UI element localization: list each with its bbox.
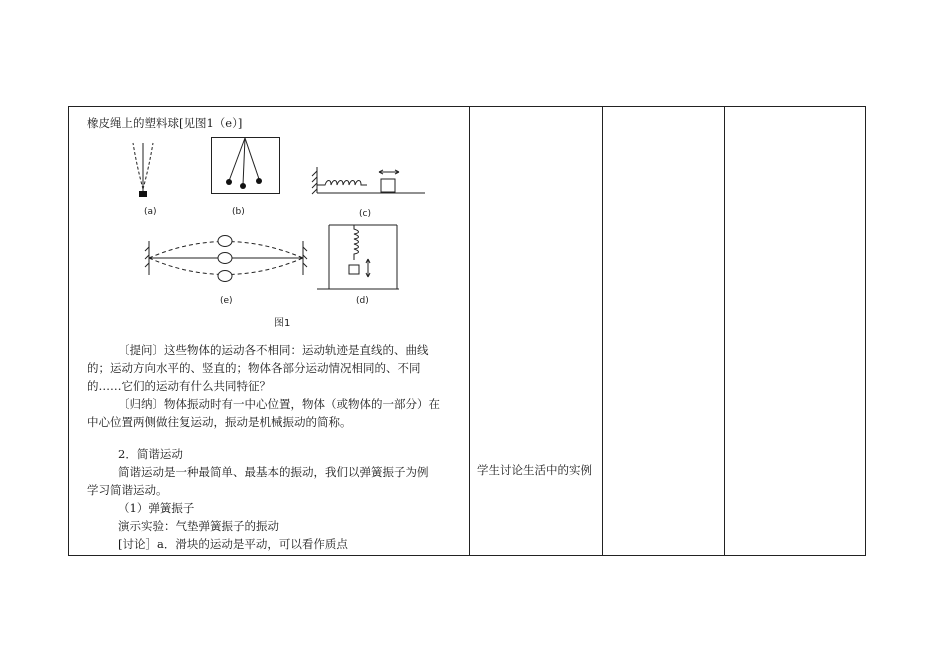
question-line-2: 的；运动方向水平的、竖直的；物体各部分运动情况相同的、不同 <box>87 361 421 375</box>
question-line-3: 的……它们的运动有什么共同特征？ <box>87 379 271 393</box>
figure-b-illustration <box>211 137 281 195</box>
figure-caption: 图1 <box>274 318 291 329</box>
figure-d-illustration <box>317 223 399 291</box>
discussion-line: [讨论］a．滑块的运动是平动，可以看作质点 <box>118 537 348 551</box>
figure-d-label: (d) <box>356 296 369 306</box>
figure-e-label: (e) <box>220 296 233 306</box>
figure-b-label: (b) <box>232 207 245 217</box>
summary-line-1: 〔归纳〕物体振动时有一中心位置，物体（或物体的一部分）在 <box>118 397 440 411</box>
figure-c-label: (c) <box>359 209 371 219</box>
column-divider-3 <box>724 107 725 555</box>
content-cell <box>69 107 469 555</box>
figure-c-illustration <box>315 165 427 197</box>
question-line-1: 〔提问〕这些物体的运动各不相同：运动轨迹是直线的、曲线 <box>118 343 429 357</box>
intro-text: 橡皮绳上的塑料球[见图1（e）] <box>87 116 243 130</box>
summary-line-2: 中心位置两侧做往复运动，振动是机械振动的简称。 <box>87 415 352 429</box>
section-line-1: 简谐运动是一种最简单、最基本的振动，我们以弹簧振子为例 <box>118 465 429 479</box>
subsection-title: （1）弹簧振子 <box>118 501 195 515</box>
demo-experiment: 演示实验：气垫弹簧振子的振动 <box>118 519 279 533</box>
figure-a-illustration <box>131 139 161 199</box>
student-activity-text: 学生讨论生活中的实例 <box>477 463 592 477</box>
section-title: 2．简谐运动 <box>118 447 183 461</box>
figure-a-label: (a) <box>144 207 157 217</box>
lesson-table <box>68 106 866 556</box>
column-divider-2 <box>602 107 603 555</box>
figure-e-illustration <box>145 231 309 289</box>
section-line-2: 学习简谐运动。 <box>87 483 168 497</box>
column-divider-1 <box>469 107 470 555</box>
